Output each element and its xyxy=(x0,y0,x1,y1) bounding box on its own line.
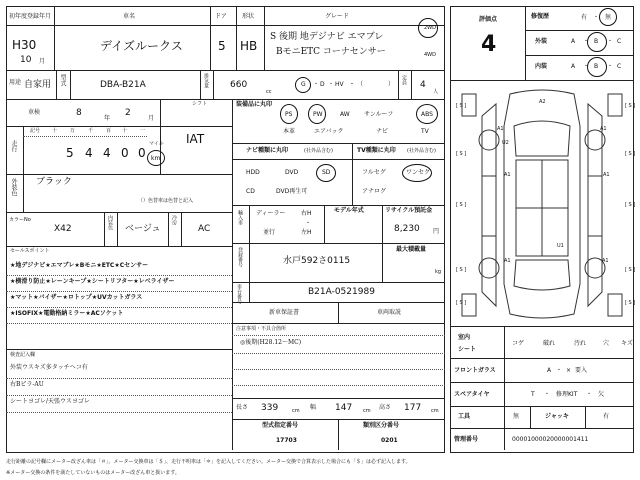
mileage-header: 万 xyxy=(70,128,76,134)
ext-a: A xyxy=(571,38,576,45)
plate-label: 登録番号 xyxy=(237,247,243,267)
equipment-item: ABS xyxy=(421,111,433,118)
mileage-km-circle xyxy=(147,150,165,166)
tv-oneseg-circle xyxy=(402,164,432,182)
navi-cd: CD xyxy=(246,188,255,195)
windshield-label: フロントガラス xyxy=(454,367,496,374)
windshield-x: × xyxy=(566,367,572,374)
ac-value: AC xyxy=(198,224,211,234)
capacity-unit: 人 xyxy=(433,89,439,95)
damage-label: A1 xyxy=(497,126,504,132)
sales-point-label: セールスポイント xyxy=(10,248,50,254)
color-no-label: カラーNo xyxy=(9,217,31,223)
damage-label: A1 xyxy=(603,172,610,178)
first-reg-month: 10 xyxy=(20,55,32,65)
ac-label: 冷房 xyxy=(171,215,177,225)
mileage-digit: 4 xyxy=(85,146,93,160)
side-mark: [ S ] xyxy=(625,103,636,109)
repair-no: 無 xyxy=(605,14,612,21)
equipment-circle xyxy=(416,104,438,124)
spare-t: T xyxy=(531,391,535,398)
equipment-circle xyxy=(280,104,298,124)
mileage-header: 百 xyxy=(106,128,112,134)
model-year-label: モデル年式 xyxy=(334,207,364,214)
car-name-value: デイズルークス xyxy=(100,39,183,53)
use-label: 用途 xyxy=(9,79,22,86)
recycle-label: リサイクル預託金 xyxy=(385,207,433,214)
ext-dot1: ・ xyxy=(583,38,590,45)
equipment-item: TV xyxy=(421,128,429,135)
chassis-label: 車台番号 xyxy=(236,284,242,304)
inspection-month-unit: 月 xyxy=(148,115,155,122)
import-left: 左H xyxy=(301,229,312,236)
int-grade-label: 内装 xyxy=(535,63,548,70)
sales-point-rule xyxy=(6,291,232,292)
side-mark: [ S ] xyxy=(456,300,467,306)
mileage-header: 十 xyxy=(122,128,128,134)
drive-2wd-circle xyxy=(418,18,438,38)
plate-value: 水戸592さ0115 xyxy=(283,256,351,266)
tv-analog: アナログ xyxy=(362,188,387,195)
fuel-g: G xyxy=(301,81,306,88)
class-no-label: 類別区分番号 xyxy=(363,422,400,429)
jack-label: ジャッキ xyxy=(545,413,569,420)
door-value: 5 xyxy=(218,39,226,53)
int-c: C xyxy=(617,63,622,70)
damage-label: A1 xyxy=(600,126,607,132)
footer-note-1: 走行距離の記号欄にメーター改ざん車は「＃」、メーター交換車は「＄」、走行不明車は「＊」を記入してください。メーター交換で合算表示した場合にも「＄」は必ず記入します。 xyxy=(6,459,411,465)
inspector-rule xyxy=(6,378,232,379)
navi-dvd-play: DVD再生可 xyxy=(276,188,308,195)
interior-color-value: ベージュ xyxy=(125,224,161,234)
first-reg-month-unit: 月 xyxy=(39,58,46,65)
shape-label: 形状 xyxy=(242,13,255,20)
import-parallel: 並行 xyxy=(263,229,276,236)
import-dealer: ディーラー xyxy=(256,210,286,217)
score-value: 4 xyxy=(481,32,497,57)
shift-label: シフト xyxy=(192,101,208,107)
int-dot2: ・ xyxy=(607,63,614,70)
grade-text-line2: BモニETC コーナセンサー xyxy=(276,47,386,57)
sales-point-line: ★ISOFIX★電動格納ミラー★ACソケット xyxy=(10,310,124,317)
mileage-label: 走行 xyxy=(10,140,17,152)
navi-hdd: HDD xyxy=(246,169,260,176)
side-mark: [ S ] xyxy=(456,267,467,273)
height-value: 177 xyxy=(404,403,422,413)
ext-grade-label: 外装 xyxy=(535,38,548,45)
int-b-circle xyxy=(587,57,607,77)
tools-value: 無 xyxy=(513,413,520,420)
navi-sd-circle xyxy=(316,164,336,182)
capacity-value: 4 xyxy=(420,80,426,90)
inspection-label: 車検 xyxy=(28,109,41,116)
side-mark: [ S ] xyxy=(625,267,636,273)
shift-value: IAT xyxy=(186,132,205,146)
spare-kit: 修理KIT xyxy=(556,391,578,398)
navi-dvd: DVD xyxy=(285,169,299,176)
ext-c: C xyxy=(617,38,622,45)
side-mark: [ S ] xyxy=(456,202,467,208)
fuel-sep-3: ・ xyxy=(349,81,356,88)
int-a: A xyxy=(571,63,576,70)
notes-label: 注意事項・不具合箇所 xyxy=(236,326,287,332)
exterior-color-note: （）色替車は色替と記入 xyxy=(138,198,194,204)
spare-dot1: ・ xyxy=(544,391,551,398)
type-spec-value: 17703 xyxy=(276,437,297,444)
tv-oneseg: ワンセグ xyxy=(406,169,431,176)
first-reg-year: H30 xyxy=(12,38,37,52)
class-no-value: 0201 xyxy=(381,437,398,444)
equipment-item: PS xyxy=(285,111,293,118)
model-label: 型式 xyxy=(59,74,66,86)
recycle-unit: 円 xyxy=(433,228,440,235)
width-label: 幅 xyxy=(310,404,317,411)
grade-text-label: グレード xyxy=(325,13,350,20)
mgmt-value: 00001000020000001411 xyxy=(512,436,589,443)
ext-b-circle xyxy=(587,32,607,52)
sales-point-rule xyxy=(6,275,232,276)
inspector-rule xyxy=(6,395,232,396)
equipment-label: 装備品に丸印 xyxy=(236,101,273,108)
windshield-dot: ・ xyxy=(556,367,563,374)
recycle-value: 8,230 xyxy=(394,224,420,234)
exterior-color-value: ブラック xyxy=(36,177,72,187)
displacement-value: 660 xyxy=(230,80,248,90)
capacity-label: 定員 xyxy=(401,75,407,85)
warranty-label: 新車保証書 xyxy=(269,309,300,316)
mileage-header: 千 xyxy=(88,128,94,134)
tools-label: 工具 xyxy=(458,413,471,420)
damage-label: U1 xyxy=(557,243,564,249)
spare-none: 欠 xyxy=(598,391,605,398)
width-unit: cm xyxy=(363,408,371,414)
fuel-d: D xyxy=(320,81,325,88)
inspector-line: シートヨゴレ/天張ウスヨゴレ xyxy=(10,398,90,405)
windshield-need: 要入 xyxy=(575,367,588,374)
inspector-line: 右Bピラ-AU xyxy=(10,381,44,388)
repair-no-circle xyxy=(599,8,617,26)
spare-dot2: ・ xyxy=(586,391,593,398)
sales-point-rule xyxy=(6,307,232,308)
fuel-sep-1: ・ xyxy=(313,81,320,88)
jack-value: 有 xyxy=(603,413,610,420)
mileage-digit: 0 xyxy=(138,146,146,160)
fuel-sep-2: ・ xyxy=(328,81,335,88)
import-label: 輸入車 xyxy=(237,210,243,225)
damage-label: A1 xyxy=(504,172,511,178)
damage-label: A1 xyxy=(504,258,511,264)
sales-point-rule xyxy=(6,323,232,324)
color-no-value: X42 xyxy=(54,224,72,234)
displacement-unit: cc xyxy=(266,89,272,95)
inspector-label: 検査記入欄 xyxy=(10,352,36,358)
car-name-label: 車名 xyxy=(123,13,136,20)
chassis-value: B21A-0521989 xyxy=(308,287,375,297)
length-value: 339 xyxy=(261,403,279,413)
use-value: 自家用 xyxy=(24,80,52,90)
mileage-unit-mile: マイル xyxy=(149,141,164,147)
inspection-year-unit: 年 xyxy=(104,115,111,122)
sales-point-line: ★横滑り防止★レーンキープ★シートリフター★レベライザー xyxy=(10,278,175,285)
drive-4wd: 4WD xyxy=(424,52,436,58)
import-right: 右H xyxy=(301,210,312,217)
height-unit: cm xyxy=(431,408,439,414)
equipment-item: エアバック xyxy=(314,128,344,135)
model-value: DBA-B21A xyxy=(100,80,146,90)
equipment-circle xyxy=(308,104,326,124)
damage-label: A2 xyxy=(539,99,546,105)
inspection-year: 8 xyxy=(76,108,82,118)
damage-label: U2 xyxy=(502,140,509,146)
mileage-digit: 5 xyxy=(66,146,74,160)
int-b: B xyxy=(594,63,599,70)
sales-point-line: ★地デジナビ★エマブレ★Bモニ★ETC★Cセンサー xyxy=(10,262,149,269)
tv-title: TV種類に丸印 xyxy=(357,147,396,154)
seat-item: 破れ xyxy=(543,340,556,347)
interior-color-label: 内装色 xyxy=(107,215,113,230)
sales-point-line: ★マット★バイザー★ロトップ★UVカットガラス xyxy=(10,294,143,301)
height-label: 高さ xyxy=(379,404,392,411)
door-label: ドア xyxy=(215,13,227,20)
side-mark: [ S ] xyxy=(625,202,636,208)
fuel-other-open: （ xyxy=(357,81,364,88)
inspection-month: 2 xyxy=(125,108,131,118)
footer-note-2: ※メーター交換の条件を満たしていないものはメーター改ざん車と扱います。 xyxy=(6,470,180,476)
seat-label-1: 室内 xyxy=(458,334,471,341)
notes-value: ◎後期(H28.12～MC) xyxy=(240,339,302,346)
fuel-other-close: ） xyxy=(388,81,395,88)
tv-title-note: (社外品含む) xyxy=(407,148,436,154)
int-dot1: ・ xyxy=(583,63,590,70)
max-load-unit: kg xyxy=(435,269,442,275)
repair-yes: 有 xyxy=(581,14,588,21)
inspector-line: 外装ウスキズ多タッチヘコ有 xyxy=(10,364,88,371)
manual-label: 車両取説 xyxy=(377,309,402,316)
seat-label-2: シート xyxy=(458,346,477,353)
mileage-header: 一 xyxy=(140,128,146,134)
import-dot: ・ xyxy=(305,220,312,227)
inspector-rule xyxy=(6,412,232,413)
mileage-header: 十 xyxy=(52,128,58,134)
equipment-item: PW xyxy=(313,111,323,118)
repair-label: 修復歴 xyxy=(531,13,550,20)
equipment-item: 本革 xyxy=(283,128,296,135)
seat-item: キズ xyxy=(621,340,633,347)
width-value: 147 xyxy=(335,403,353,413)
navi-sd: SD xyxy=(322,169,331,176)
side-mark: [ S ] xyxy=(456,103,467,109)
equipment-item: AW xyxy=(340,111,350,118)
first-reg-label: 初年度登録年月 xyxy=(9,13,52,20)
seat-item: 汚れ xyxy=(574,340,587,347)
navi-title-note: (社外品含む) xyxy=(304,148,333,154)
length-label: 長さ xyxy=(236,404,249,411)
length-unit: cm xyxy=(292,408,300,414)
side-mark: [ S ] xyxy=(456,151,467,157)
equipment-item: ナビ xyxy=(376,128,389,135)
score-label: 評価点 xyxy=(479,16,498,23)
mileage-header: 記号 xyxy=(30,128,41,134)
navi-title: ナビ種類に丸印 xyxy=(246,147,289,154)
mileage-digit: 0 xyxy=(121,146,129,160)
ext-b: B xyxy=(594,38,599,45)
max-load-label: 最大積載量 xyxy=(396,246,427,253)
drive-2wd: 2WD xyxy=(424,25,436,31)
mgmt-label: 管理番号 xyxy=(454,436,479,443)
fuel-g-circle xyxy=(295,77,311,93)
windshield-a: A xyxy=(547,367,552,374)
fuel-hv: HV xyxy=(335,81,344,88)
mileage-digit: 4 xyxy=(103,146,111,160)
car-damage-diagram xyxy=(452,86,632,324)
side-mark: [ S ] xyxy=(625,151,636,157)
damage-label: A1 xyxy=(602,258,609,264)
equipment-item: サンルーフ xyxy=(364,111,394,118)
grade-text-line1: S 後期 地デジナビ エマブレ xyxy=(270,32,384,42)
seat-item: コゲ xyxy=(512,340,525,347)
ext-dot2: ・ xyxy=(607,38,614,45)
shape-value: HB xyxy=(240,39,258,53)
tv-fullseg: フルセグ xyxy=(362,169,386,176)
side-mark: [ S ] xyxy=(625,300,636,306)
displacement-label: 排気量 xyxy=(203,73,209,88)
spare-label: スペアタイヤ xyxy=(454,391,490,398)
repair-dot: ・ xyxy=(593,14,600,21)
type-spec-label: 型式指定番号 xyxy=(262,422,299,429)
seat-item: 穴 xyxy=(603,340,610,347)
exterior-color-label: 外装色 xyxy=(10,178,17,196)
mileage-unit-km: km xyxy=(151,155,161,162)
